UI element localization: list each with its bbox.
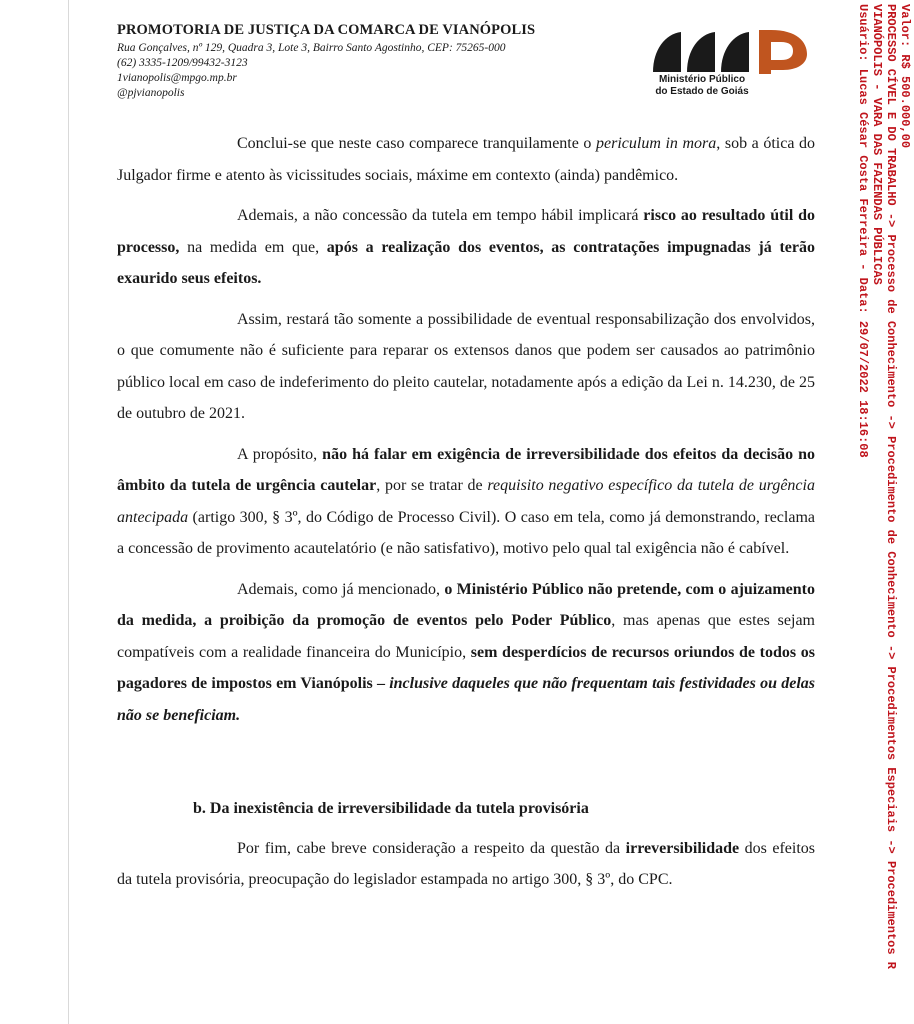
text-run-bold: sem desperdícios de recursos oriundos de todos os pagadores de impostos em Vianópolis – [117,643,816,692]
paragraph-6 [117,833,815,896]
phone-line: (62) 3335-1209/99432-3123 [117,57,248,69]
text-run-bold: após a realização dos eventos, as contratações impugnadas já terão exaurido seus efeitos. [117,238,816,287]
text-run: (artigo 300, § 3º, do Código de Processo Civil). O caso em tela, como já demonstrando, reclama a concessão de provimento acautelatório (e não satisfativo), motivo pelo qual tal exigência não é cabível. [117,508,815,557]
text-run: Por fim, cabe breve consideração a respeito da questão da [237,839,626,857]
text-run-bold-italic: inclusive daqueles que não frequentam tais festividades ou delas não se beneficiam. [117,675,815,724]
text-run: , mas apenas que estes sejam compatíveis com a realidade financeira do Município, [117,612,815,661]
text-run-bold: irreversibilidade [625,839,740,857]
text-run-italic: periculum in mora [596,135,717,152]
mp-logo-icon [647,22,817,74]
text-run: Ademais, a não concessão da tutela em tempo hábil implicará [237,207,644,224]
logo-line2: do Estado de Goiás [655,86,749,97]
text-run-bold: o Ministério Público não pretende, com o ajuizamento da medida, a proibição da promoção de eventos pelo Poder Público [117,580,815,629]
address-line: Rua Gonçalves, nº 129, Quadra 3, Lote 3, Bairro Santo Agostinho, CEP: 75265-000 [117,42,506,54]
text-run-bold: risco ao resultado útil do processo, [117,207,815,256]
text-run: , por se tratar de [376,477,488,494]
text-run: na medida em que, [179,238,327,256]
paragraph-2 [117,200,815,295]
paragraph-5 [117,574,815,732]
logo-line1: Ministério Público [658,74,746,85]
stamp-court: VIANÓPOLIS - VARA DAS FAZENDAS PÚBLICAS [870,4,884,285]
document-body [117,128,815,905]
mp-logo [647,22,817,104]
social-line: @pjvianopolis [117,87,185,99]
document-page [68,0,839,1024]
text-run: A propósito, [237,445,323,463]
text-run: , sob a ótica do Julgador firme e atento às vicissitudes sociais, máxime em contexto (ainda) pandêmico. [117,135,816,184]
text-run: Conclui-se que neste caso comparece tranquilamente o [237,135,597,152]
logo-caption [647,74,757,98]
org-name: PROMOTORIA DE JUSTIÇA DA COMARCA DE VIANÓPOLIS [117,22,536,38]
text-run-italic: requisito negativo específico da tutela de urgência antecipada [117,477,815,526]
text-run: Ademais, como já mencionado, [237,580,445,598]
stamp-value: Valor: R$ 500.000,00 [898,4,912,149]
section-heading: b. Da inexistência de irreversibilidade da tutela provisória [193,800,589,817]
stamp-class: PROCESSO CÍVEL E DO TRABALHO -> Processo de Conhecimento -> Procedimento de Conhecimento -> Procedimentos Especiais -> Procedimentos R [884,4,898,969]
email-line: 1vianopolis@mpgo.mp.br [117,72,237,84]
stamp-user: Usuário: Lucas César Costa Ferreira - Data: 29/07/2022 18:16:08 [856,4,870,458]
letterhead [117,22,817,112]
text-run-bold: não há falar em exigência de irreversibilidade dos efeitos da decisão no âmbito da tutela de urgência cautelar [117,445,815,494]
paragraph-4 [117,439,815,565]
paragraph-1 [117,128,815,191]
text-run: dos efeitos da tutela provisória, preocupação do legislador estampada no artigo 300, § 3º, do CPC. [117,839,816,888]
electronic-stamp [842,4,912,1024]
paragraph-3: Assim, restará tão somente a possibilidade de eventual responsabilização dos envolvidos, o que comumente não é suficiente para reparar os extensos danos que podem ser causados ao patrimônio público local em caso de indeferimento do pleito cautelar, notadamente após a edição da Lei n. 14.230, de 25 de outubro de 2021. [117,310,815,422]
